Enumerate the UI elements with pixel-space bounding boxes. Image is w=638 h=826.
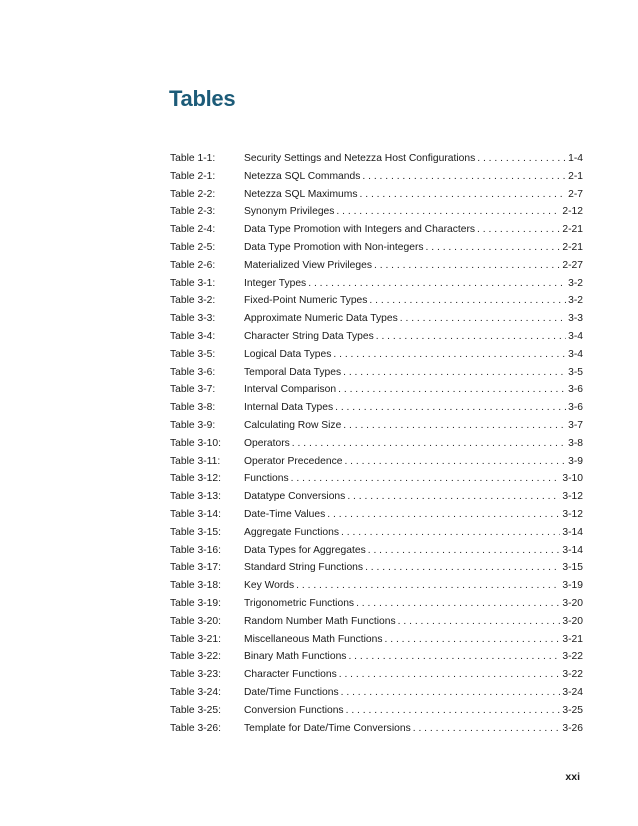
table-number: Table 3-23: <box>170 669 221 681</box>
table-number: Table 3-26: <box>170 722 221 734</box>
dot-leader <box>356 595 560 613</box>
page-reference: 2-21 <box>562 224 583 236</box>
page-reference: 3-22 <box>562 669 583 681</box>
table-title: Template for Date/Time Conversions <box>244 722 411 734</box>
table-number: Table 3-4: <box>170 330 216 342</box>
toc-entry[interactable] <box>170 364 583 382</box>
table-title: Data Type Promotion with Integers and Characters <box>244 224 476 236</box>
dot-leader <box>341 684 561 702</box>
page-reference: 3-24 <box>562 686 583 698</box>
page-reference: 3-26 <box>562 722 583 734</box>
dot-leader <box>369 292 566 310</box>
page-reference: 2-21 <box>562 241 583 253</box>
page-reference: 3-20 <box>562 597 583 609</box>
page-reference: 3-5 <box>568 366 583 378</box>
toc-entry[interactable] <box>170 488 583 506</box>
dot-leader <box>413 720 561 738</box>
page-reference: 3-14 <box>562 544 583 556</box>
table-title: Netezza SQL Commands <box>244 170 361 182</box>
table-title: Security Settings and Netezza Host Configurations <box>244 153 476 164</box>
page-reference: 3-15 <box>562 562 583 574</box>
page-reference: 3-7 <box>568 419 583 431</box>
dot-leader <box>346 702 561 720</box>
page-reference: 3-3 <box>568 313 583 325</box>
dot-leader <box>308 275 566 293</box>
page-reference: 2-7 <box>568 188 583 200</box>
dot-leader <box>336 203 560 221</box>
page-reference: 2-1 <box>568 170 583 182</box>
dot-leader <box>335 399 566 417</box>
toc-entry[interactable] <box>170 168 583 186</box>
page-reference: 3-2 <box>568 295 583 307</box>
table-number: Table 1-1: <box>170 153 216 164</box>
table-number: Table 3-19: <box>170 597 221 609</box>
toc-entry[interactable] <box>170 239 583 257</box>
dot-leader <box>426 239 561 257</box>
toc-entry[interactable] <box>170 470 583 488</box>
dot-leader <box>368 542 561 560</box>
table-number: Table 3-24: <box>170 686 221 698</box>
toc-entry[interactable] <box>170 328 583 346</box>
dot-leader <box>343 364 566 382</box>
dot-leader <box>477 150 566 168</box>
table-title: Fixed-Point Numeric Types <box>244 295 368 307</box>
toc-entry[interactable] <box>170 381 583 399</box>
table-number: Table 3-5: <box>170 348 216 360</box>
page-reference: 2-27 <box>562 259 583 271</box>
dot-leader <box>477 221 560 239</box>
dot-leader <box>400 310 566 328</box>
dot-leader <box>365 559 560 577</box>
toc-entry[interactable] <box>170 203 583 221</box>
table-number: Table 3-21: <box>170 633 221 645</box>
table-title: Conversion Functions <box>244 704 344 716</box>
dot-leader <box>348 648 560 666</box>
dot-leader <box>327 506 560 524</box>
page-reference: 3-2 <box>568 277 583 289</box>
table-title: Calculating Row Size <box>244 419 342 431</box>
dot-leader <box>292 435 566 453</box>
table-number: Table 3-2: <box>170 295 216 307</box>
table-number: Table 3-6: <box>170 366 216 378</box>
toc-entry[interactable] <box>170 559 583 577</box>
dot-leader <box>376 328 566 346</box>
page-reference: 2-12 <box>562 206 583 218</box>
toc-entry[interactable] <box>170 346 583 364</box>
table-title: Functions <box>244 473 289 485</box>
page-reference: 3-4 <box>568 330 583 342</box>
table-number: Table 3-14: <box>170 508 221 520</box>
table-title: Aggregate Functions <box>244 526 340 538</box>
table-number: Table 3-12: <box>170 473 221 485</box>
table-number: Table 3-10: <box>170 437 221 449</box>
table-number: Table 3-1: <box>170 277 216 289</box>
toc-entry[interactable] <box>170 720 583 738</box>
table-title: Integer Types <box>244 277 307 289</box>
table-title: Operators <box>244 437 290 449</box>
table-title: Netezza SQL Maximums <box>244 188 358 200</box>
toc-entry[interactable] <box>170 292 583 310</box>
table-number: Table 2-6: <box>170 259 216 271</box>
table-title: Date/Time Functions <box>244 686 339 698</box>
table-title: Datatype Conversions <box>244 491 346 503</box>
table-title: Date-Time Values <box>244 508 326 520</box>
table-number: Table 2-1: <box>170 170 216 182</box>
table-number: Table 3-25: <box>170 704 221 716</box>
toc-entry[interactable] <box>170 595 583 613</box>
toc-entry[interactable] <box>170 275 583 293</box>
table-title: Logical Data Types <box>244 348 332 360</box>
table-title: Trigonometric Functions <box>244 597 355 609</box>
dot-leader <box>360 186 567 204</box>
table-title: Data Type Promotion with Non-integers <box>244 241 424 253</box>
page-number: xxi <box>565 771 580 783</box>
page-reference: 3-10 <box>562 473 583 485</box>
table-number: Table 2-3: <box>170 206 216 218</box>
table-number: Table 3-9: <box>170 419 216 431</box>
toc-entry[interactable] <box>170 684 583 702</box>
toc-entry[interactable] <box>170 577 583 595</box>
table-number: Table 3-8: <box>170 402 216 414</box>
table-title: Synonym Privileges <box>244 206 335 218</box>
table-title: Standard String Functions <box>244 562 364 574</box>
toc-entry[interactable] <box>170 524 583 542</box>
toc-entry[interactable] <box>170 257 583 275</box>
page-reference: 3-12 <box>562 491 583 503</box>
page-reference: 3-14 <box>562 526 583 538</box>
dot-leader <box>339 666 561 684</box>
page-reference: 3-12 <box>562 508 583 520</box>
dot-leader <box>362 168 566 186</box>
dot-leader <box>343 417 566 435</box>
table-title: Temporal Data Types <box>244 366 342 378</box>
toc-entry[interactable] <box>170 506 583 524</box>
list-of-tables <box>170 150 583 737</box>
page-reference: 3-8 <box>568 437 583 449</box>
page-reference: 3-9 <box>568 455 583 467</box>
dot-leader <box>398 613 561 631</box>
table-number: Table 3-13: <box>170 491 221 503</box>
table-number: Table 3-20: <box>170 615 221 627</box>
toc-entry[interactable] <box>170 435 583 453</box>
table-title: Random Number Math Functions <box>244 615 396 627</box>
dot-leader <box>385 631 561 649</box>
table-number: Table 3-11: <box>170 455 221 467</box>
table-title: Key Words <box>244 580 295 592</box>
toc-entry[interactable] <box>170 186 583 204</box>
toc-entry[interactable] <box>170 702 583 720</box>
table-number: Table 3-22: <box>170 651 221 663</box>
table-number: Table 2-5: <box>170 241 216 253</box>
page-reference: 3-4 <box>568 348 583 360</box>
toc-entry[interactable] <box>170 631 583 649</box>
page-reference: 3-20 <box>562 615 583 627</box>
dot-leader <box>333 346 566 364</box>
page-title: Tables <box>169 86 236 111</box>
toc-entry[interactable] <box>170 399 583 417</box>
table-title: Internal Data Types <box>244 402 334 414</box>
page-reference: 3-22 <box>562 651 583 663</box>
dot-leader <box>344 453 566 471</box>
table-number: Table 3-17: <box>170 562 221 574</box>
table-title: Miscellaneous Math Functions <box>244 633 383 645</box>
dot-leader <box>291 470 561 488</box>
table-title: Materialized View Privileges <box>244 259 373 271</box>
page-reference: 3-6 <box>568 384 583 396</box>
toc-entry[interactable] <box>170 417 583 435</box>
table-number: Table 2-4: <box>170 224 216 236</box>
dot-leader <box>341 524 560 542</box>
table-title: Character String Data Types <box>244 330 374 342</box>
table-title: Interval Comparison <box>244 384 337 396</box>
table-number: Table 3-15: <box>170 526 221 538</box>
toc-entry[interactable] <box>170 648 583 666</box>
table-number: Table 2-2: <box>170 188 216 200</box>
table-number: Table 3-16: <box>170 544 221 556</box>
dot-leader <box>296 577 560 595</box>
toc-entry[interactable] <box>170 666 583 684</box>
table-title: Approximate Numeric Data Types <box>244 313 398 325</box>
table-number: Table 3-18: <box>170 580 221 592</box>
page-reference: 3-6 <box>568 402 583 414</box>
page-reference: 3-25 <box>562 704 583 716</box>
toc-entry[interactable] <box>170 310 583 328</box>
toc-entry[interactable] <box>170 542 583 560</box>
table-title: Character Functions <box>244 669 337 681</box>
table-title: Operator Precedence <box>244 455 343 467</box>
table-title: Binary Math Functions <box>244 651 347 663</box>
toc-entry[interactable] <box>170 453 583 471</box>
dot-leader <box>338 381 566 399</box>
toc-entry[interactable] <box>170 613 583 631</box>
dot-leader <box>347 488 560 506</box>
table-number: Table 3-7: <box>170 384 216 396</box>
table-number: Table 3-3: <box>170 313 216 325</box>
table-title: Data Types for Aggregates <box>244 544 366 556</box>
toc-entry[interactable] <box>170 221 583 239</box>
page-reference: 3-19 <box>562 580 583 592</box>
page-reference: 3-21 <box>562 633 583 645</box>
toc-entry[interactable] <box>170 150 583 168</box>
page-reference: 1-4 <box>568 153 583 164</box>
dot-leader <box>374 257 560 275</box>
